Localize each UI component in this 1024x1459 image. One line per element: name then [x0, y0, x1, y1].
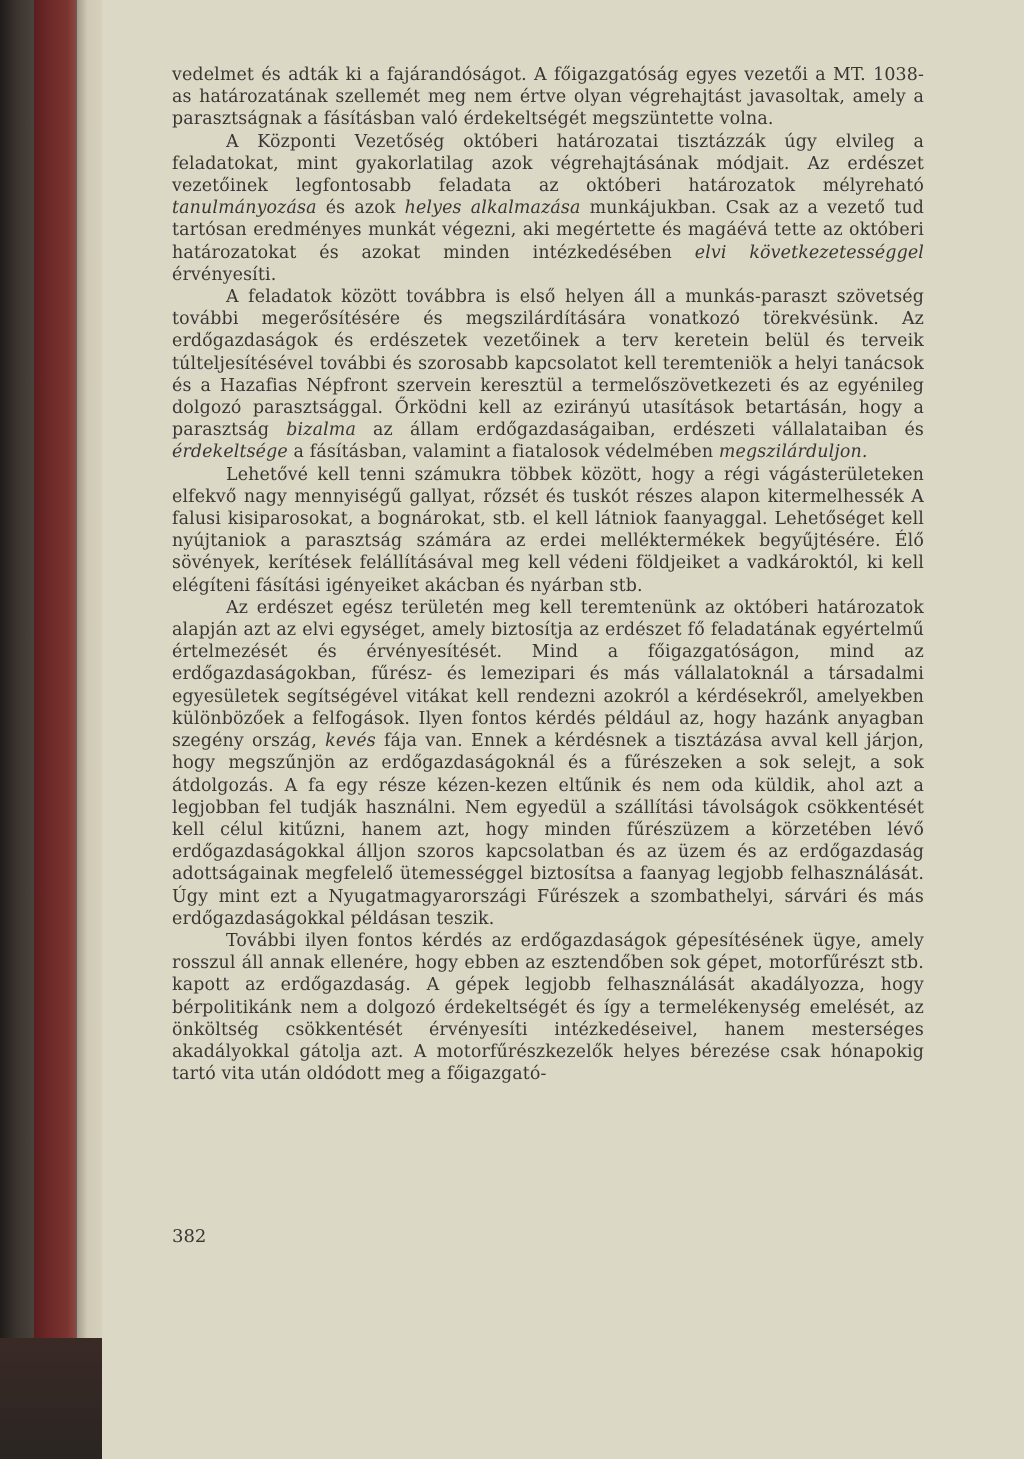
text-run: A feladatok között továbbra is első helyen áll a munkás-paraszt szövetség további megerősítésére és megszilárdítására vonatkozó törekvésünk. Az erdőgazdaságok és erdészetek vezetőinek a terv keretein belül és terveik túlteljesítésével további és szorosabb kapcsolatot kell teremteniök a helyi tanácsok és a Hazafias Népfront szervein keresztül a termelőszövetkezeti és az egyénileg dolgozó parasztsággal. Őrködni kell az ezirányú utasítások betartásán, hogy a parasztság: [172, 287, 924, 441]
text-run: Lehetővé kell tenni számukra többek között, hogy a régi vágásterületeken elfekvő nagy mennyiségű gallyat, rőzsét és tuskót részes alapon kitermelhessék A falusi kisiparosokat, a bognárokat, stb. el kell látniok faanyaggal. Lehetőséget kell nyújtaniok a parasztság számára az erdei melléktermékek begyűjtésére. Élő sövények, kerítések felállításával meg kell védeni földjeiket a vadkároktól, ki kell elégíteni fásítási igényeiket akácban és nyárban stb.: [172, 464, 924, 596]
text-run: és azok: [316, 198, 405, 219]
body-text: [172, 64, 924, 1085]
text-run: fája van. Ennek a kérdésnek a tisztázása avval kell járjon, hogy megszűnjön az erdőgazdaságoknál és a fűrészeken a sok selejt, a sok átdolgozás. A fa egy része kézen-kezen eltűnik és nem oda küldik, ahol azt a legjobban fel tudják használni. Nem egyedül a szállítási távolságok csökkentését kell célul kitűzni, hanem azt, hogy minden fűrészüzem a körzetében lévő erdőgazdaságokkal álljon szoros kapcsolatban és az üzem és az erdőgazdaság adottságainak megfelelő ütemességgel biztosítsa a faanyag legjobb felhasználását. Úgy mint ezt a Nyugatmagyarországi Fűrészek a szombathelyi, sárvári és más erdőgazdaságokkal példásan teszik.: [172, 731, 924, 929]
binding-bottom-shadow: [0, 1338, 102, 1459]
text-run: vedelmet és adták ki a fajárandóságot. A főigazgatóság egyes vezetői a MT. 1038-as határozatának szellemét meg nem értve olyan végrehajtást javasoltak, amely a parasztságnak a fásításban való érdekeltségét megszüntette volna.: [172, 65, 924, 130]
page-number: 382: [172, 1226, 207, 1247]
paragraph: [172, 464, 924, 597]
italic-text-run: bizalma: [286, 420, 356, 441]
italic-text-run: érdekeltsége: [172, 442, 288, 463]
text-run: az állam erdőgazdaságaiban, erdészeti vállalataiban és: [355, 420, 924, 441]
text-run: munkájukban. Csak az a vezető tud tartósan eredményes munkát végezni, aki megértette és magáévá tette az októberi határozatokat és azokat minden intézkedésében: [172, 198, 924, 263]
paragraph: [172, 64, 924, 131]
paragraph: [172, 131, 924, 286]
paragraph: [172, 930, 924, 1085]
italic-text-run: elvi következetességgel: [694, 242, 925, 263]
text-run: érvényesíti.: [172, 264, 277, 285]
paragraph: [172, 597, 924, 930]
text-run: a fásításban, valamint a fiatalosok védelmében: [287, 442, 719, 463]
italic-text-run: helyes alkalmazása: [404, 198, 581, 219]
page-stack-edge: [76, 0, 103, 1459]
book-binding-shadow: [0, 0, 34, 1459]
book-cover-edge: [34, 0, 76, 1459]
page: [102, 0, 1024, 1459]
italic-text-run: megszilárduljon.: [718, 442, 868, 463]
paragraph: [172, 286, 924, 464]
italic-text-run: tanulmányozása: [172, 198, 317, 219]
italic-text-run: kevés: [325, 731, 376, 752]
text-run: További ilyen fontos kérdés az erdőgazdaságok gépesítésének ügye, amely rosszul áll annak ellenére, hogy ebben az esztendőben sok gépet, motorfűrészt stb. kapott az erdőgazdaság. A gépek legjobb felhasználását akadályozza, hogy bérpolitikánk nem a dolgozó érdekeltségét és így a termelékenység emelését, az önköltség csökkentését érvényesíti intézkedéseivel, hanem mesterséges akadályokkal gátolja azt. A motorfűrészkezelők helyes bérezése csak hónapokig tartó vita után oldódott meg a főigazgató-: [172, 930, 924, 1085]
text-run: Az erdészet egész területén meg kell teremtenünk az októberi határozatok alapján azt az elvi egységet, amely biztosítja az erdészet fő feladatának egyértelmű értelmezését és érvényesítését. Mind a főigazgatóságon, mind az erdőgazdaságokban, fűrész- és lemezipari és más vállalatoknál a társadalmi egyesületek segítségével vitákat kell rendezni azokról a kérdésekről, amelyekben különbözőek a felfogások. Ilyen fontos kérdés például az, hogy hazánk anyagban szegény ország,: [172, 597, 924, 752]
text-run: A Központi Vezetőség októberi határozatai tisztázzák úgy elvileg a feladatokat, mint gyakorlatilag azok végrehajtásának módjait. Az erdészet vezetőinek legfontosabb feladata az októberi határozatok mélyreható: [172, 131, 924, 197]
